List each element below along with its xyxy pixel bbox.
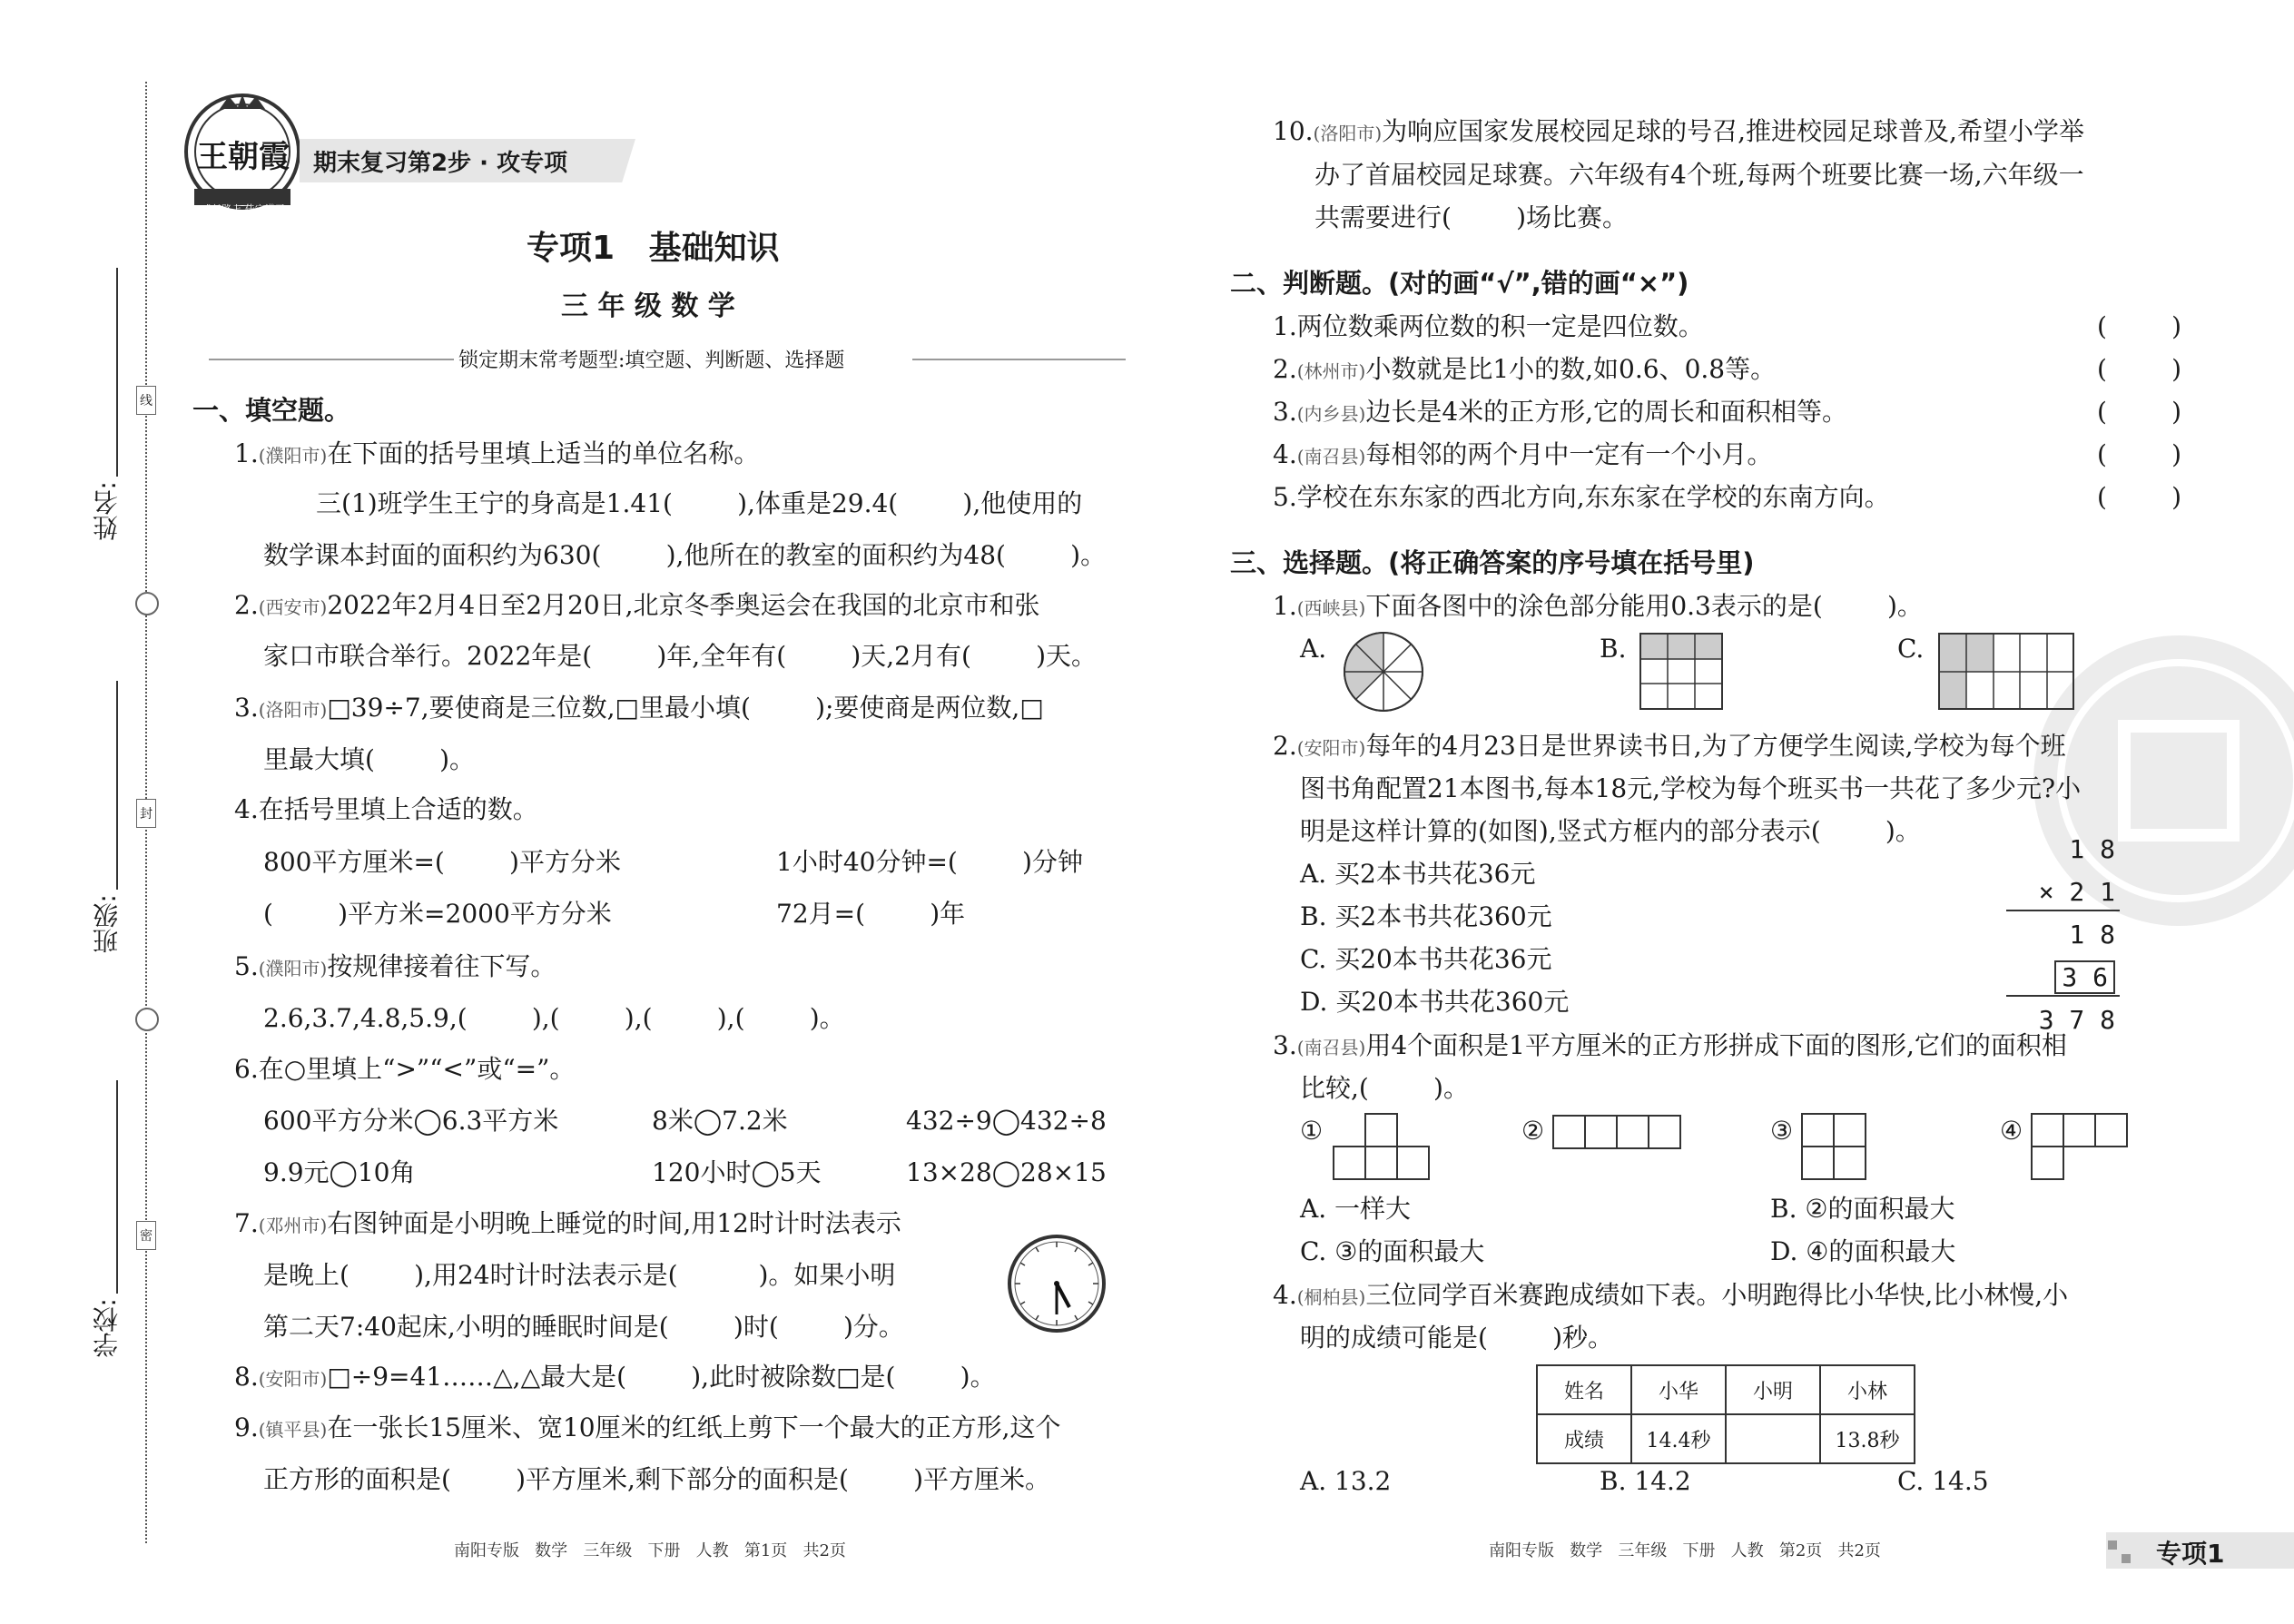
fill-q2: 2.(西安市)2022年2月4日至2月20日,北京冬季奥运会在我国的北京市和张	[234, 590, 1040, 620]
region-tag: (林州市)	[1296, 360, 1366, 382]
choice-q2-option-a[interactable]: A. 买2本书共花36元	[1300, 859, 1536, 889]
fill-q10-line2: 办了首届校园足球赛。六年级有4个班,每两个班要比赛一场,六年级一	[1314, 160, 2084, 190]
calc-line-3: 1 8	[2069, 920, 2115, 950]
choice-q2-option-b[interactable]: B. 买2本书共花360元	[1300, 901, 1552, 931]
fill-q6-e: 120小时◯5天	[652, 1157, 822, 1187]
binding-hole-1	[135, 592, 159, 615]
table-header-row	[1537, 1365, 1915, 1414]
fill-q6-c: 432÷9◯432÷8	[906, 1106, 1107, 1136]
vertical-multiplication	[1997, 828, 2115, 1041]
shape-figure-3	[1801, 1113, 1868, 1180]
class-field[interactable]	[116, 681, 118, 890]
fill-q6: 6.在○里填上“>”“<”或“=”。	[234, 1054, 576, 1084]
choice-q2-line2: 图书角配置21本图书,每本18元,学校为每个班买书一共花了多少元?小	[1300, 773, 2082, 803]
table-cell: 14.4秒	[1631, 1414, 1726, 1463]
choice-q4-line2: 明的成绩可能是( )秒。	[1300, 1323, 1614, 1353]
region-tag: (西安市)	[258, 596, 328, 618]
class-label: 班级:	[92, 894, 122, 954]
fill-q7-line2: 是晚上( ),用24时计时法表示是( )。如果小明	[263, 1260, 896, 1290]
rule-right	[912, 359, 1126, 360]
shape-figure-2	[1552, 1115, 1683, 1149]
calc-line-1: 1 8	[2069, 834, 2115, 864]
fill-q4-c: ( )平方米=2000平方分米	[263, 899, 612, 929]
seal-stamp-xian: 线	[136, 386, 156, 415]
table-header-cell: 小华	[1631, 1365, 1726, 1414]
judge-answer-4[interactable]: ( )	[2097, 439, 2182, 469]
page-tag-dot	[2108, 1540, 2117, 1550]
choice-q3-option-a[interactable]: A. 一样大	[1300, 1194, 1412, 1224]
judge-q5: 5.学校在东东家的西北方向,东东家在学校的东南方向。	[1273, 482, 1890, 512]
page-tagline: 锁定期末常考题型:填空题、判断题、选择题	[458, 349, 845, 372]
calc-highlight-box: 3 6	[2054, 960, 2115, 994]
section-choice-title: 三、选择题。(将正确答案的序号填在括号里)	[1230, 547, 1755, 578]
table-cell: 成绩	[1537, 1414, 1631, 1463]
section-judge-title: 二、判断题。(对的画“√”,错的画“×”)	[1230, 268, 1689, 299]
binding-hole-2	[135, 1008, 159, 1031]
choice-q2-line3: 明是这样计算的(如图),竖式方框内的部分表示( )。	[1300, 816, 1921, 846]
table-row	[1537, 1414, 1915, 1463]
region-tag: (洛阳市)	[258, 699, 328, 721]
grid-figure-b	[1639, 633, 1723, 710]
shape-label-4: ④	[2000, 1116, 2023, 1146]
judge-q3: 3.(内乡县)边长是4米的正方形,它的周长和面积相等。	[1273, 397, 1848, 427]
fill-q5: 5.(濮阳市)按规律接着往下写。	[234, 951, 556, 981]
judge-q4: 4.(南召县)每相邻的两个月中一定有一个小月。	[1273, 439, 1773, 469]
table-header-cell: 小林	[1820, 1365, 1915, 1414]
seal-stamp-mi: 密	[136, 1221, 156, 1250]
page-title: 专项1 基础知识	[527, 230, 780, 267]
region-tag: (桐柏县)	[1296, 1286, 1366, 1308]
fill-q6-b: 8米◯7.2米	[652, 1106, 788, 1136]
shape-label-2: ②	[1521, 1116, 1545, 1146]
seal-stamp-feng: 封	[136, 799, 156, 828]
judge-answer-1[interactable]: ( )	[2097, 311, 2182, 341]
table-header-cell: 姓名	[1537, 1365, 1631, 1414]
rule-left	[209, 359, 454, 360]
region-tag: (濮阳市)	[258, 445, 328, 467]
fill-q6-f: 13×28◯28×15	[906, 1157, 1107, 1187]
shape-label-1: ①	[1300, 1116, 1324, 1146]
fill-q4-a: 800平方厘米=( )平方分米	[263, 847, 621, 877]
fill-q3: 3.(洛阳市)□39÷7,要使商是三位数,□里最小填( );要使商是两位数,□	[234, 693, 1044, 723]
fill-q1-line2: 三(1)班学生王宁的身高是1.41( ),体重是29.4( ),他使用的	[316, 488, 1083, 518]
choice-q4: 4.(桐柏县)三位同学百米赛跑成绩如下表。小明跑得比小华快,比小林慢,小	[1273, 1280, 2069, 1310]
logo-text: 王朝霞	[197, 139, 290, 175]
shape-figure-1	[1333, 1113, 1431, 1180]
fill-q10-line3: 共需要进行( )场比赛。	[1314, 202, 1629, 232]
fill-q9: 9.(镇平县)在一张长15厘米、宽10厘米的红纸上剪下一个最大的正方形,这个	[234, 1412, 1061, 1442]
school-label: 学校:	[92, 1298, 122, 1358]
fill-q1: 1.(濮阳市)在下面的括号里填上适当的单位名称。	[234, 438, 760, 468]
choice-q2-option-c[interactable]: C. 买20本书共花36元	[1300, 944, 1552, 974]
choice-q3-line2: 比较,( )。	[1300, 1073, 1469, 1103]
shape-label-3: ③	[1770, 1116, 1794, 1146]
table-cell: 13.8秒	[1820, 1414, 1915, 1463]
region-tag: (濮阳市)	[258, 958, 328, 979]
banner-label: 期末复习第2步 · 攻专项	[313, 150, 568, 177]
school-field[interactable]	[116, 1080, 118, 1294]
page-tag: 专项1	[2156, 1539, 2225, 1569]
judge-q2: 2.(林州市)小数就是比1小的数,如0.6、0.8等。	[1273, 354, 1777, 384]
table-cell	[1726, 1414, 1820, 1463]
judge-answer-2[interactable]: ( )	[2097, 354, 2182, 384]
choice-q2: 2.(安阳市)每年的4月23日是世界读书日,为了方便学生阅读,学校为每个班	[1273, 731, 2066, 761]
region-tag: (西峡县)	[1296, 597, 1366, 619]
clock-face-icon	[1006, 1233, 1108, 1334]
choice-q2-option-d[interactable]: D. 买20本书共花360元	[1300, 987, 1570, 1017]
region-tag: (安阳市)	[1296, 737, 1366, 759]
region-tag: (镇平县)	[258, 1419, 328, 1441]
fill-q4-d: 72月=( )年	[776, 899, 966, 929]
page-subtitle: 三 年 级 数 学	[561, 290, 735, 322]
choice-q1: 1.(西峡县)下面各图中的涂色部分能用0.3表示的是( )。	[1273, 591, 1923, 621]
choice-q1-option-c[interactable]: C.	[1897, 634, 1925, 664]
fill-q6-a: 600平方分米◯6.3平方米	[263, 1106, 559, 1136]
fill-q3-line2: 里最大填( )。	[263, 744, 476, 774]
choice-q4-option-b[interactable]: B. 14.2	[1600, 1466, 1691, 1496]
fill-q5-line2: 2.6,3.7,4.8,5.9,( ),( ),( ),( )。	[263, 1003, 845, 1033]
name-field[interactable]	[116, 268, 118, 477]
fill-q10: 10.(洛阳市)为响应国家发展校园足球的号召,推进校园足球普及,希望小学举	[1273, 116, 2084, 146]
choice-q3: 3.(南召县)用4个面积是1平方厘米的正方形拼成下面的图形,它们的面积相	[1273, 1030, 2067, 1060]
fill-q4: 4.在括号里填上合适的数。	[234, 794, 538, 824]
shape-figure-4	[2031, 1113, 2129, 1180]
footer-right: 南阳专版 数学 三年级 下册 人教 第2页 共2页	[1489, 1541, 1881, 1560]
fill-q6-d: 9.9元◯10角	[263, 1157, 416, 1187]
region-tag: (安阳市)	[258, 1368, 328, 1390]
region-tag: (洛阳市)	[1313, 123, 1383, 144]
grid-figure-c	[1938, 633, 2074, 710]
table-header-cell: 小明	[1726, 1365, 1820, 1414]
name-label: 姓名:	[92, 481, 122, 541]
calc-rule-1	[2006, 910, 2120, 911]
fill-q2-line2: 家口市联合举行。2022年是( )年,全年有( )天,2月有( )天。	[263, 641, 1098, 671]
section-fill-title: 一、填空题。	[192, 395, 351, 426]
choice-q1-option-a[interactable]: A.	[1300, 634, 1327, 664]
region-tag: (邓州市)	[258, 1215, 328, 1236]
fill-q7: 7.(邓州市)右图钟面是小明晚上睡觉的时间,用12时计时法表示	[234, 1208, 901, 1238]
race-results-table	[1536, 1364, 1915, 1464]
choice-q3-option-d[interactable]: D. ④的面积最大	[1770, 1236, 1956, 1266]
choice-q3-option-c[interactable]: C. ③的面积最大	[1300, 1236, 1485, 1266]
choice-q3-option-b[interactable]: B. ②的面积最大	[1770, 1194, 1955, 1224]
calc-rule-2	[2006, 995, 2120, 997]
judge-answer-3[interactable]: ( )	[2097, 397, 2182, 427]
region-tag: (内乡县)	[1296, 403, 1366, 425]
footer-left: 南阳专版 数学 三年级 下册 人教 第1页 共2页	[454, 1541, 846, 1560]
region-tag: (南召县)	[1296, 446, 1366, 468]
choice-q4-option-a[interactable]: A. 13.2	[1300, 1466, 1392, 1496]
circle-figure	[1342, 630, 1425, 714]
logo-tagline: 成长路上 佳完满天	[202, 203, 285, 215]
page-tag-dot	[2122, 1554, 2131, 1563]
region-tag: (南召县)	[1296, 1037, 1366, 1058]
choice-q1-option-b[interactable]: B.	[1600, 634, 1627, 664]
fill-q9-line2: 正方形的面积是( )平方厘米,剩下部分的面积是( )平方厘米。	[263, 1464, 1051, 1494]
fill-q7-line3: 第二天7:40起床,小明的睡眠时间是( )时( )分。	[263, 1312, 904, 1342]
judge-q1: 1.两位数乘两位数的积一定是四位数。	[1273, 311, 1704, 341]
calc-line-5: 3 7 8	[2038, 1005, 2115, 1035]
choice-q4-option-c[interactable]: C. 14.5	[1897, 1466, 1989, 1496]
fill-q4-b: 1小时40分钟=( )分钟	[776, 847, 1083, 877]
calc-line-4	[1997, 956, 2115, 999]
judge-answer-5[interactable]: ( )	[2097, 482, 2182, 512]
fill-q8: 8.(安阳市)□÷9=41……△,△最大是( ),此时被除数□是( )。	[234, 1362, 996, 1392]
fill-q1-line3: 数学课本封面的面积约为630( ),他所在的教室的面积约为48( )。	[263, 540, 1107, 570]
calc-line-2: × 2 1	[2038, 877, 2115, 907]
